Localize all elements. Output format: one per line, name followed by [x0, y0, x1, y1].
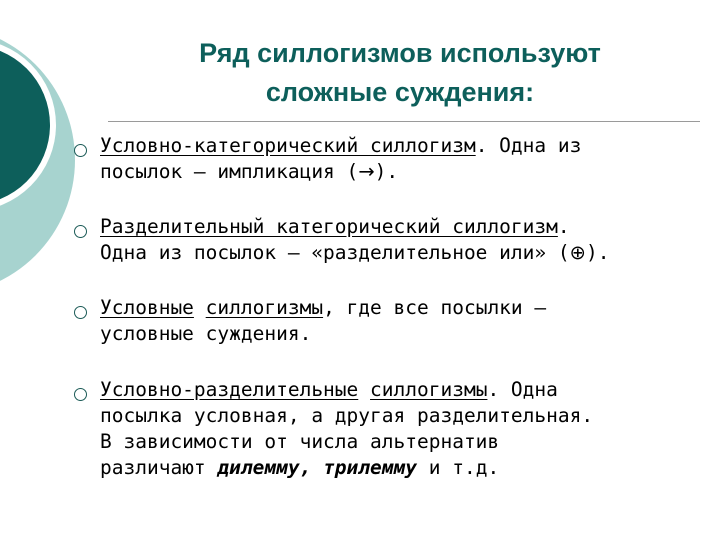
list-item — [100, 295, 704, 347]
xor-circle-plus-icon: ⊕ — [569, 241, 586, 264]
list-item — [100, 377, 704, 481]
item-text: ). — [374, 160, 399, 183]
item-term: Условно-разделительные — [100, 378, 359, 401]
implication-arrow-icon: → — [358, 160, 375, 183]
bullet-circle-icon — [74, 306, 87, 319]
bullet-circle-icon — [74, 388, 87, 401]
list-item — [100, 133, 704, 185]
item-text: ). — [585, 241, 610, 264]
item-text: . Одна из посылок – «разделительное или» ( — [100, 215, 570, 264]
item-text: . Одна из посылок – импликация ( — [100, 134, 582, 183]
item-term: силлогизмы — [205, 296, 324, 319]
item-text: , где все посылки – условные суждения. — [100, 296, 547, 345]
item-term: силлогизмы — [370, 378, 488, 401]
item-text: и т.д. — [417, 456, 500, 479]
slide-title — [120, 34, 680, 112]
item-term: Условно-категорический силлогизм — [100, 134, 476, 157]
title-line-1: Ряд силлогизмов используют — [199, 38, 601, 68]
title-divider — [108, 121, 700, 122]
list-item — [100, 214, 704, 266]
title-line-2: сложные суждения: — [265, 77, 535, 107]
item-term: Разделительный категорический силлогизм — [100, 215, 558, 238]
bullet-circle-icon — [74, 225, 87, 238]
emphasized-terms: дилемму, трилемму — [217, 456, 417, 479]
bullet-circle-icon — [74, 144, 87, 157]
item-term: Условные — [100, 296, 194, 319]
item-text: . Одна посылка условная, а другая разделительная. В зависимости от числа альтернатив различают — [100, 378, 594, 479]
